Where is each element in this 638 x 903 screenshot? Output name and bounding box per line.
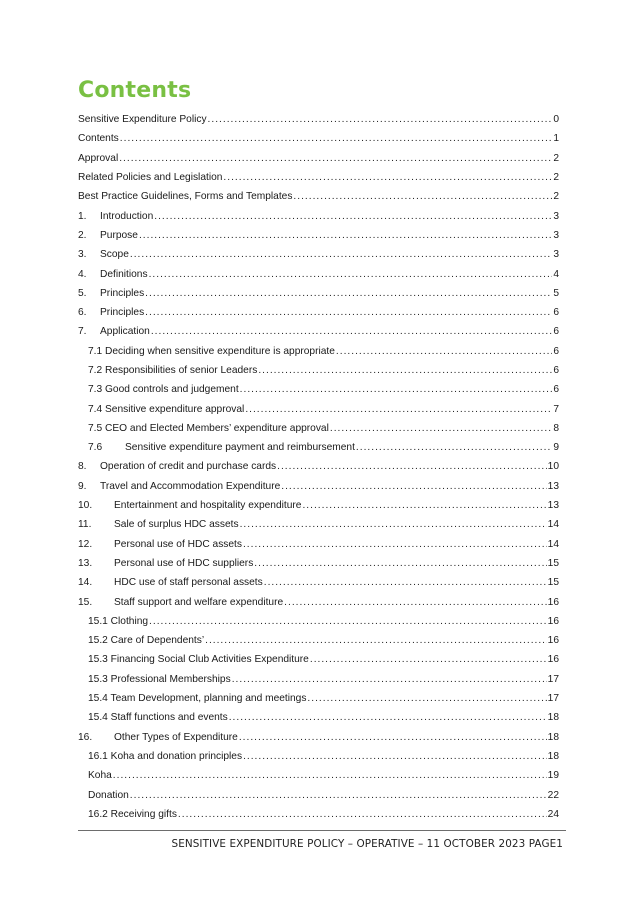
- toc-entry-title: 7.2 Responsibilities of senior Leaders: [88, 365, 258, 376]
- table-of-contents: [78, 110, 559, 824]
- toc-entry[interactable]: [78, 708, 559, 727]
- toc-entry[interactable]: [78, 728, 559, 747]
- toc-entry-title: Definitions: [100, 268, 148, 280]
- toc-entry[interactable]: [78, 805, 559, 824]
- toc-entry-page-number: 14: [547, 538, 559, 550]
- toc-entry[interactable]: [78, 592, 559, 611]
- toc-entry-title: Sensitive Expenditure Policy: [78, 114, 207, 126]
- toc-entry[interactable]: [78, 477, 559, 496]
- toc-entry-number: 7.: [78, 326, 87, 338]
- toc-leader-dots: [113, 770, 547, 781]
- toc-entry-page-number: 19: [547, 770, 559, 782]
- toc-leader-dots: [145, 307, 552, 318]
- toc-entry[interactable]: [78, 399, 559, 418]
- toc-leader-dots: [310, 654, 547, 665]
- toc-entry-page-number: 3: [553, 229, 559, 241]
- toc-entry[interactable]: [78, 187, 559, 206]
- toc-leader-dots: [281, 481, 546, 492]
- toc-leader-dots: [356, 442, 552, 453]
- toc-entry-page-number: 3: [553, 249, 559, 261]
- toc-entry-title: 7.3 Good controls and judgement: [88, 384, 239, 396]
- toc-entry-number: 16.: [78, 731, 93, 743]
- toc-entry[interactable]: [78, 457, 559, 476]
- toc-entry-page-number: 9: [553, 442, 559, 454]
- toc-entry-number: 15.: [78, 596, 93, 608]
- toc-leader-dots: [240, 519, 547, 530]
- toc-leader-dots: [145, 288, 552, 299]
- toc-entry-page-number: 16: [547, 596, 559, 608]
- toc-leader-dots: [154, 211, 552, 222]
- toc-entry-number: 10.: [78, 500, 93, 512]
- toc-leader-dots: [254, 558, 546, 569]
- toc-entry-page-number: 22: [547, 789, 559, 801]
- toc-entry-title: 15.1 Clothing: [88, 615, 149, 627]
- toc-leader-dots: [264, 577, 547, 588]
- toc-entry-number: 9.: [78, 480, 87, 492]
- toc-entry[interactable]: [78, 535, 559, 554]
- toc-entry-page-number: 1: [553, 133, 559, 145]
- toc-entry-page-number: 5: [553, 287, 559, 299]
- toc-leader-dots: [258, 365, 552, 376]
- toc-entry-title: 16.1 Koha and donation principles: [88, 750, 243, 762]
- toc-entry[interactable]: [78, 496, 559, 515]
- toc-entry[interactable]: [78, 110, 559, 129]
- toc-entry[interactable]: [78, 785, 559, 804]
- toc-entry-title: 15.3 Financing Social Club Activities Expenditure: [88, 654, 309, 666]
- toc-entry-title: Purpose: [100, 229, 138, 241]
- toc-entry-title: 15.2 Care of Dependents’: [88, 635, 205, 647]
- toc-leader-dots: [178, 809, 547, 820]
- toc-entry-page-number: 6: [553, 365, 559, 376]
- toc-leader-dots: [330, 423, 552, 434]
- toc-entry[interactable]: [78, 438, 559, 457]
- toc-leader-dots: [139, 230, 552, 241]
- toc-entry-page-number: 7: [553, 403, 559, 415]
- toc-entry[interactable]: [78, 419, 559, 438]
- page-footer: SENSITIVE EXPENDITURE POLICY – OPERATIVE – 11 OCTOBER 2023 PAGE1: [171, 838, 563, 850]
- toc-leader-dots: [120, 133, 553, 144]
- toc-entry-page-number: 6: [553, 345, 559, 357]
- toc-entry[interactable]: [78, 689, 559, 708]
- toc-entry-number: 7.6: [88, 442, 103, 454]
- toc-leader-dots: [239, 732, 547, 743]
- toc-entry[interactable]: [78, 612, 559, 631]
- toc-entry-page-number: 16: [547, 615, 559, 627]
- toc-entry[interactable]: [78, 168, 559, 187]
- toc-entry-title: Related Policies and Legislation: [78, 172, 223, 184]
- toc-leader-dots: [336, 346, 552, 357]
- toc-entry-title: Contents: [78, 133, 119, 145]
- toc-entry-number: 1.: [78, 210, 87, 222]
- toc-entry-page-number: 13: [547, 500, 559, 512]
- toc-entry[interactable]: [78, 766, 559, 785]
- toc-entry-page-number: 18: [547, 731, 559, 743]
- toc-entry-title: 7.4 Sensitive expenditure approval: [88, 403, 245, 415]
- toc-entry-page-number: 18: [547, 712, 559, 724]
- toc-entry[interactable]: [78, 515, 559, 534]
- toc-entry[interactable]: [78, 554, 559, 573]
- toc-entry[interactable]: [78, 129, 559, 148]
- toc-leader-dots: [223, 172, 552, 183]
- toc-entry-number: 14.: [78, 577, 93, 589]
- toc-entry[interactable]: [78, 361, 559, 380]
- toc-entry-page-number: 6: [553, 384, 559, 396]
- toc-entry-title: Scope: [100, 249, 129, 261]
- toc-entry-title: Sale of surplus HDC assets: [114, 519, 239, 531]
- toc-entry-page-number: 16: [547, 635, 559, 647]
- toc-leader-dots: [229, 712, 547, 723]
- toc-entry-page-number: 18: [547, 750, 559, 762]
- toc-entry-title: Staff support and welfare expenditure: [114, 596, 284, 608]
- toc-entry-page-number: 15: [547, 557, 559, 569]
- toc-entry[interactable]: [78, 264, 559, 283]
- toc-entry[interactable]: [78, 650, 559, 669]
- toc-leader-dots: [245, 404, 552, 415]
- toc-leader-dots: [208, 114, 553, 125]
- toc-entry-page-number: 4: [553, 268, 559, 280]
- toc-entry-page-number: 3: [553, 210, 559, 222]
- toc-entry-title: Travel and Accommodation Expenditure: [100, 480, 281, 492]
- toc-entry-page-number: 6: [553, 307, 559, 319]
- toc-entry[interactable]: [78, 149, 559, 168]
- toc-entry-title: Other Types of Expenditure: [114, 731, 238, 743]
- toc-leader-dots: [149, 269, 553, 280]
- toc-entry[interactable]: [78, 670, 559, 689]
- toc-entry-title: Introduction: [100, 210, 154, 222]
- toc-leader-dots: [119, 153, 552, 164]
- toc-leader-dots: [302, 500, 546, 511]
- toc-entry-title: Application: [100, 326, 150, 338]
- toc-entry[interactable]: [78, 573, 559, 592]
- toc-entry-title: Personal use of HDC suppliers: [114, 557, 254, 569]
- toc-entry-page-number: 2: [553, 191, 559, 203]
- toc-entry-page-number: 8: [553, 422, 559, 434]
- toc-entry-page-number: 2: [553, 172, 559, 184]
- toc-entry-title: Operation of credit and purchase cards: [100, 461, 277, 473]
- toc-entry-page-number: 17: [547, 673, 559, 685]
- toc-entry-page-number: 14: [547, 519, 559, 531]
- toc-entry-title: Approval: [78, 152, 119, 164]
- toc-entry[interactable]: [78, 322, 559, 341]
- toc-entry[interactable]: [78, 747, 559, 766]
- toc-entry-title: HDC use of staff personal assets: [114, 577, 263, 589]
- toc-entry-number: 13.: [78, 557, 93, 569]
- toc-leader-dots: [151, 326, 552, 337]
- toc-entry-title: Personal use of HDC assets: [114, 538, 242, 550]
- toc-leader-dots: [130, 249, 552, 260]
- toc-entry[interactable]: [78, 631, 559, 650]
- toc-leader-dots: [243, 539, 547, 550]
- toc-entry-title: Principles: [100, 287, 145, 299]
- toc-entry-title: Entertainment and hospitality expenditure: [114, 500, 302, 512]
- toc-entry[interactable]: [78, 303, 559, 322]
- toc-entry[interactable]: [78, 342, 559, 361]
- toc-entry-page-number: 2: [553, 152, 559, 164]
- toc-entry[interactable]: [78, 206, 559, 225]
- toc-entry[interactable]: [78, 245, 559, 264]
- toc-leader-dots: [130, 790, 547, 801]
- toc-entry[interactable]: [78, 380, 559, 399]
- toc-leader-dots: [293, 191, 552, 202]
- toc-entry-page-number: 10: [547, 461, 559, 473]
- toc-entry-number: 4.: [78, 268, 87, 280]
- toc-entry-number: 12.: [78, 538, 93, 550]
- footer-divider: [78, 830, 566, 831]
- toc-entry[interactable]: [78, 226, 559, 245]
- toc-entry-number: 11.: [78, 519, 92, 531]
- toc-entry-page-number: 6: [553, 326, 559, 338]
- toc-leader-dots: [205, 635, 547, 646]
- toc-leader-dots: [240, 384, 553, 395]
- toc-entry-title: Best Practice Guidelines, Forms and Templates: [78, 191, 293, 203]
- toc-leader-dots: [307, 693, 546, 704]
- toc-entry-title: 15.3 Professional Memberships: [88, 673, 231, 685]
- toc-leader-dots: [277, 461, 547, 472]
- toc-entry-title: Principles: [100, 307, 145, 319]
- toc-entry-page-number: 0: [553, 114, 559, 126]
- toc-entry-page-number: 24: [547, 808, 559, 820]
- toc-entry-title: Koha: [88, 770, 112, 782]
- toc-leader-dots: [149, 616, 547, 627]
- toc-entry-page-number: 16: [547, 654, 559, 666]
- toc-leader-dots: [284, 597, 547, 608]
- page-title: Contents: [78, 78, 192, 103]
- toc-entry-page-number: 17: [547, 693, 559, 705]
- toc-entry-title: 15.4 Staff functions and events: [88, 712, 228, 724]
- toc-entry-number: 2.: [78, 229, 87, 241]
- toc-entry[interactable]: [78, 284, 559, 303]
- toc-entry-page-number: 13: [547, 480, 559, 492]
- toc-leader-dots: [232, 674, 547, 685]
- toc-entry-title: Donation: [88, 789, 129, 801]
- toc-leader-dots: [243, 751, 547, 762]
- toc-entry-title: 16.2 Receiving gifts: [88, 808, 177, 820]
- toc-entry-title: Sensitive expenditure payment and reimbursement: [125, 442, 355, 454]
- toc-entry-number: 8.: [78, 461, 87, 473]
- toc-entry-title: 7.5 CEO and Elected Members’ expenditure approval: [88, 422, 329, 434]
- toc-entry-page-number: 15: [547, 577, 559, 589]
- toc-entry-number: 5.: [78, 287, 87, 299]
- toc-entry-number: 6.: [78, 307, 87, 319]
- toc-entry-number: 3.: [78, 249, 87, 261]
- toc-entry-title: 7.1 Deciding when sensitive expenditure is appropriate: [88, 345, 335, 357]
- toc-entry-title: 15.4 Team Development, planning and meetings: [88, 693, 307, 705]
